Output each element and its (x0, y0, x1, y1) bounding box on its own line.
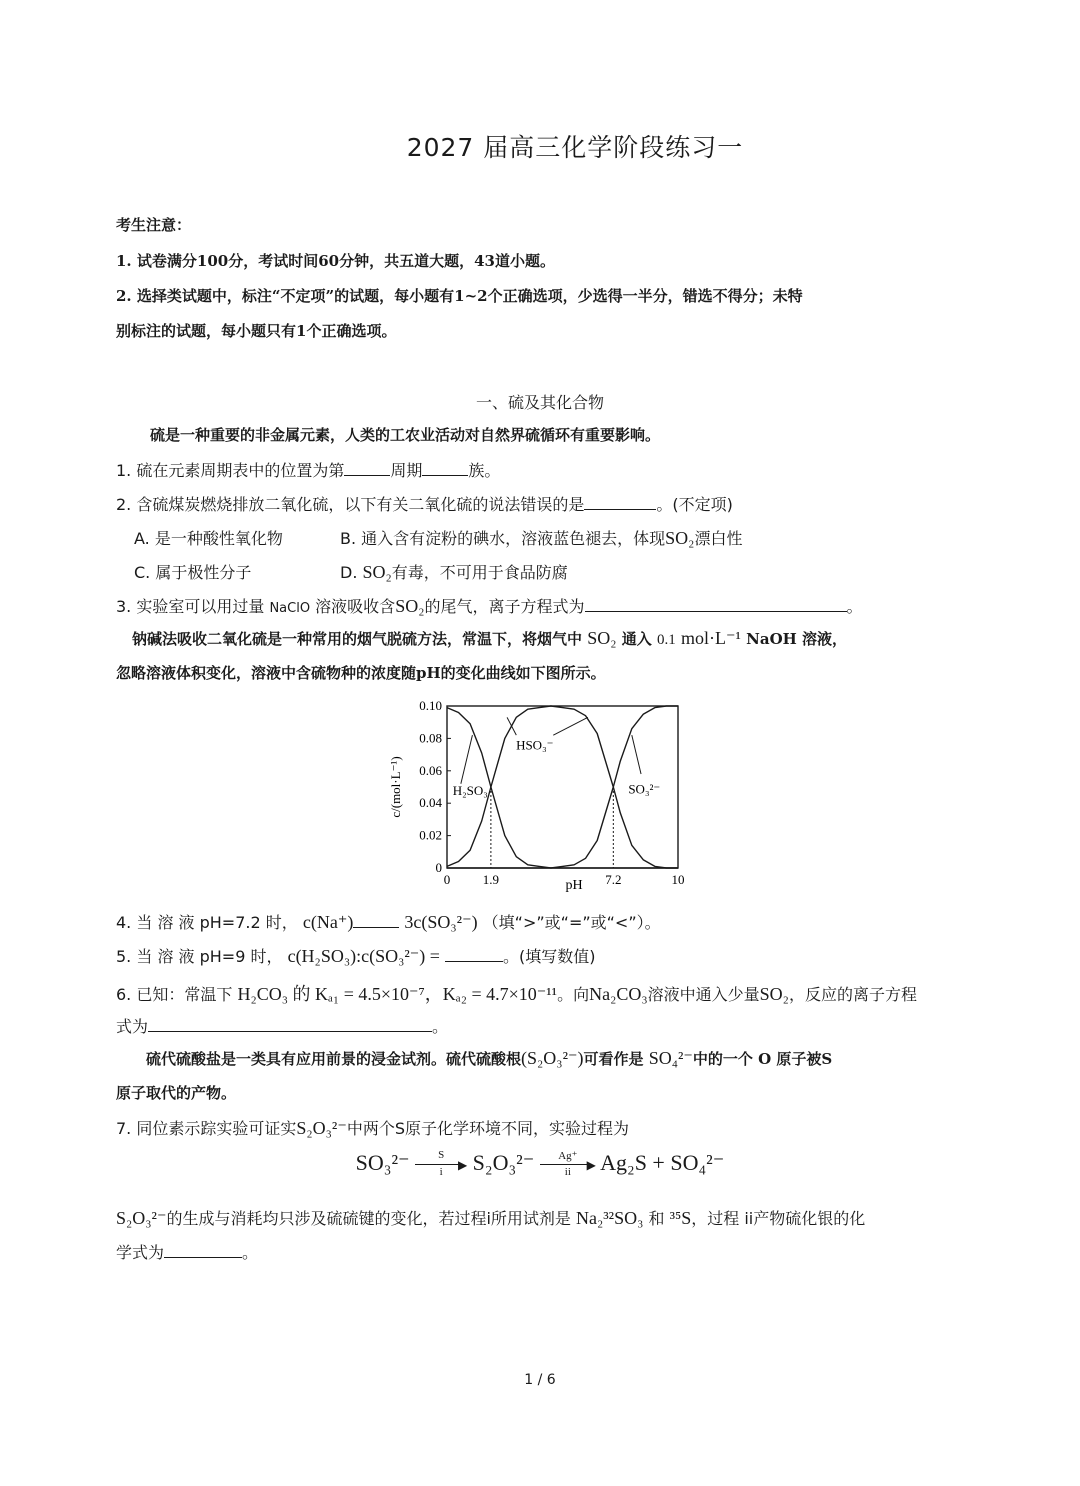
q7-line2-text-b: 的生成与消耗均只涉及硫硫键的变化，若过程i所用试剂是 (166, 1209, 571, 1228)
q4-rhs: 3c(SO₃²⁻) (404, 912, 478, 932)
para3-line-2: 原子取代的产物。 (116, 1084, 237, 1102)
y-tick-label: 0.10 (419, 698, 442, 713)
question-6-line-2 (116, 1014, 448, 1037)
q2-option-c: C. 属于极性分子 (134, 563, 252, 582)
y-tick-label: 0.02 (419, 827, 442, 843)
q7-line2-text-f: ，过程 ii产物硫化银的化 (691, 1209, 866, 1228)
q1-text-b: 周期 (390, 461, 423, 480)
arrow-i-head-icon: ▶ (457, 1157, 468, 1172)
page-title: 2027 届高三化学阶段练习一 (406, 133, 744, 162)
notice-item-1: 1. 试卷满分100分，考试时间60分钟，共五道大题，43道小题。 (116, 252, 555, 270)
q4-text-a: 4. 当 溶 液 pH=7.2 时， (116, 913, 298, 932)
q1-text-a: 1. 硫在元素周期表中的位置为第 (116, 461, 345, 480)
q7-line3-text: 学式为 (116, 1243, 165, 1262)
q2-option-b-text: B. 通入含有淀粉的碘水，溶液蓝色褪去，体现 (340, 529, 666, 548)
reaction-reactant: SO₃²⁻ (355, 1150, 410, 1175)
q4-lhs: c(Na⁺) (302, 912, 354, 932)
x-tick-label: 1.9 (482, 872, 500, 887)
arrow-i-top: S (438, 1148, 445, 1161)
para2-formula: SO₂ (587, 628, 617, 648)
arrow-ii-bottom: ii (564, 1165, 571, 1178)
q6-blank[interactable] (148, 1017, 432, 1032)
q6-formula-so2: SO₂ (759, 984, 789, 1004)
question-7-line-3 (116, 1240, 258, 1263)
page-number: 1 / 6 (524, 1372, 556, 1388)
q4-text-d: （填“>”或“=”或“<”）。 (482, 913, 661, 932)
para2-line-2: 忽略溶液体积变化，溶液中含硫物种的浓度随pH的变化曲线如下图所示。 (116, 664, 606, 682)
q2-blank[interactable] (584, 495, 656, 510)
notice-item-2-line-1: 2. 选择类试题中，标注“不定项”的试题，每小题有1~2个正确选项，少选得一半分，错选不得分；未特 (116, 287, 803, 305)
arrow-ii-head-icon: ▶ (586, 1157, 596, 1172)
q2-option-d-tail: 有毒，不可用于食品防腐 (391, 563, 568, 582)
para3-formula-2: SO₄²⁻ (648, 1048, 693, 1068)
question-3 (116, 594, 863, 617)
q7-blank[interactable] (164, 1243, 242, 1258)
para3-text-a: 硫代硫酸盐是一类具有应用前景的浸金试剂。硫代硫酸根 (146, 1050, 522, 1068)
q3-text-c: 的尾气，离子方程式为 (424, 597, 585, 616)
question-7-line-2 (116, 1206, 865, 1229)
arrow-i-bottom: i (439, 1165, 443, 1178)
q6-text-c: 。向 (557, 985, 590, 1004)
arrow-ii-shaft (540, 1164, 588, 1165)
q1-blank-group[interactable] (422, 461, 468, 476)
q2-option-b (340, 526, 742, 549)
question-1 (116, 458, 500, 481)
q6-text-h: 式为 (116, 1017, 149, 1036)
q3-formula: SO₂ (395, 596, 425, 616)
q3-text-a: 3. 实验室可以用过量 (116, 597, 265, 616)
q7-formula: S₂O₃²⁻ (296, 1118, 347, 1138)
reaction-arrow-ii (540, 1149, 596, 1178)
reaction-arrow-i (415, 1148, 468, 1178)
q5-text-a: 5. 当 溶 液 pH=9 时， (116, 947, 283, 966)
q6-formula-na2co3: Na₂CO₃ (589, 984, 648, 1004)
q6-text-e: 溶液中通入少量 (647, 985, 760, 1004)
question-6-line-1 (116, 980, 917, 1006)
q7-line2-text-d: 和 (648, 1209, 665, 1228)
q5-tail: 。(填写数值) (503, 947, 596, 966)
q5-blank[interactable] (445, 947, 503, 962)
x-axis-label: pH (565, 878, 583, 893)
para3-text-b: 可看作是 (583, 1050, 644, 1068)
para2-line-1 (132, 628, 847, 649)
q3-text-b: 溶液吸收含 (315, 597, 396, 616)
para2-conc: 0.1 (657, 632, 676, 648)
q7-line2-reagent: Na₂³²SO₃ (576, 1208, 644, 1228)
q6-text-g: ，反应的离子方程 (788, 985, 917, 1004)
q6-tail: 。 (432, 1017, 449, 1036)
q7-text-a: 7. 同位素示踪实验可证实 (116, 1119, 297, 1138)
para2-unit: mol·L⁻¹ (681, 628, 741, 648)
h2so3-leader (461, 735, 473, 784)
q1-blank-period[interactable] (344, 461, 390, 476)
question-2 (116, 492, 733, 515)
reaction-scheme (0, 1150, 1080, 1177)
x-tick-label: 0 (443, 872, 451, 887)
para2-text-b: 通入 (621, 630, 652, 648)
q2-option-d-formula: SO₂ (362, 562, 392, 582)
q6-text-a: 6. 已知：常温下 (116, 985, 233, 1004)
q2-option-a: A. 是一种酸性氧化物 (134, 529, 283, 548)
y-axis-label: c/(mol·L⁻¹) (388, 756, 403, 818)
so3-leader (632, 735, 641, 774)
arrow-i-shaft (415, 1164, 459, 1165)
notice-heading: 考生注意： (116, 216, 192, 234)
para2-text-a: 钠碱法吸收二氧化硫是一种常用的烟气脱硫方法，常温下，将烟气中 (132, 630, 583, 648)
para2-text-c: NaOH 溶液， (746, 630, 848, 648)
q6-constants: H₂CO₃ 的 Kₐ₁ = 4.5×10⁻⁷，Kₐ₂ = 4.7×10⁻¹¹ (237, 984, 558, 1004)
y-tick-label: 0.06 (419, 762, 442, 778)
q4-blank[interactable] (353, 913, 399, 928)
notice-item-2-line-2: 别标注的试题，每小题只有1个正确选项。 (116, 322, 397, 340)
q7-text-b: 中两个S原子化学环境不同，实验过程为 (346, 1119, 629, 1138)
section-intro: 硫是一种重要的非金属元素，人类的工农业活动对自然界硫循环有重要影响。 (150, 426, 661, 444)
q2-option-d (340, 560, 568, 583)
x-tick-label: 7.2 (605, 872, 622, 887)
hso3-label: HSO₃⁻ (516, 737, 554, 753)
para3-formula-1: (S₂O₃²⁻) (521, 1048, 584, 1068)
question-4 (116, 910, 661, 933)
para3-text-c: 中的一个 O 原子被S (692, 1050, 833, 1068)
q3-tail: 。 (846, 597, 863, 616)
y-tick-label: 0.08 (419, 730, 442, 746)
para3-line-1 (146, 1048, 832, 1069)
q2-option-d-label: D. (340, 563, 358, 582)
y-tick-label: 0.04 (419, 795, 442, 811)
arrow-ii-top: Ag⁺ (558, 1149, 578, 1162)
q3-reagent: NaClO (269, 601, 311, 616)
q1-text-c: 族。 (468, 461, 501, 480)
q5-ratio: c(H₂SO₃):c(SO₃²⁻) = (287, 946, 440, 966)
question-5 (116, 944, 596, 967)
q7-line2-isotope: ³⁵S (669, 1208, 692, 1228)
y-tick-label: 0 (435, 860, 442, 875)
so3-label: SO₃²⁻ (628, 781, 661, 797)
concentration-chart (370, 690, 700, 900)
q2-stem: 2. 含硫煤炭燃烧排放二氧化硫，以下有关二氧化硫的说法错误的是 (116, 495, 585, 514)
reaction-products: Ag₂S + SO₄²⁻ (600, 1150, 725, 1175)
q2-tail: 。(不定项) (656, 495, 733, 514)
reaction-intermediate: S₂O₃²⁻ (472, 1150, 535, 1175)
section-heading: 一、硫及其化合物 (475, 393, 604, 412)
question-7-line-1 (116, 1116, 629, 1139)
q7-line2-formula: S₂O₃²⁻ (116, 1208, 167, 1228)
x-tick-label: 10 (671, 872, 685, 887)
hso3-leader-2 (553, 717, 588, 735)
q7-tail: 。 (242, 1243, 259, 1262)
h2so3-label: H₂SO₃ (452, 783, 488, 799)
q3-blank[interactable] (585, 597, 847, 612)
q2-option-b-formula: SO₂ (665, 528, 695, 548)
q2-option-b-tail: 漂白性 (694, 529, 743, 548)
